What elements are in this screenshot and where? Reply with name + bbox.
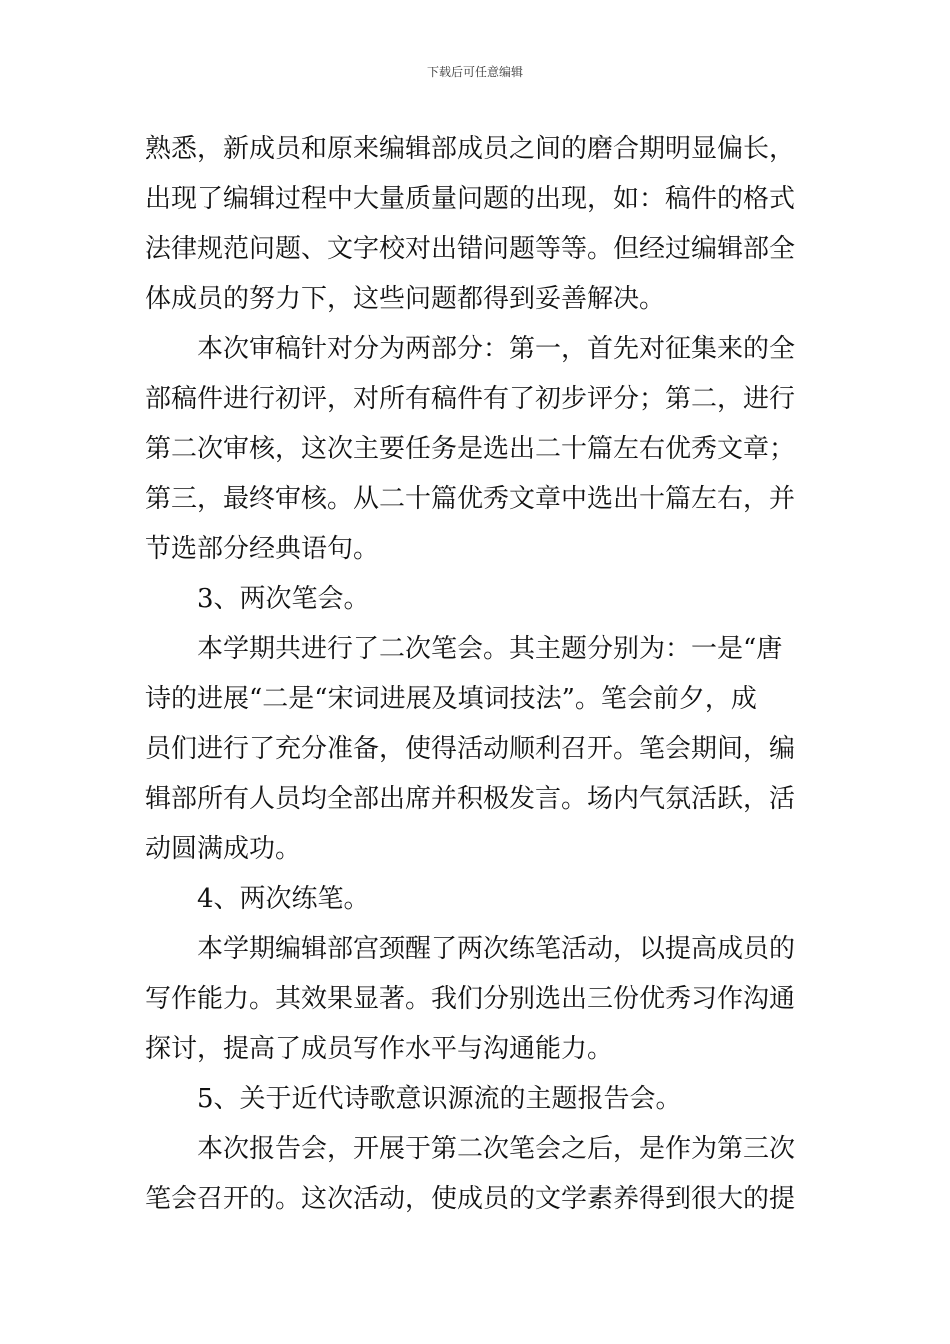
text-line: 探讨，提高了成员写作水平与沟通能力。: [145, 1034, 614, 1064]
text-line: 本学期共进行了二次笔会。其主题分别为：一是“唐: [197, 634, 783, 664]
text-line: 3、两次笔会。: [197, 584, 370, 614]
text-line: 笔会召开的。这次活动，使成员的文学素养得到很大的提: [145, 1184, 796, 1214]
text-line: 本次报告会，开展于第二次笔会之后，是作为第三次: [197, 1134, 796, 1164]
text-line: 动圆满成功。: [145, 834, 302, 864]
text-line: 第二次审核，这次主要任务是选出二十篇左右优秀文章；: [145, 434, 796, 464]
text-line: 出现了编辑过程中大量质量问题的出现，如：稿件的格式: [145, 184, 796, 214]
text-line: 5、关于近代诗歌意识源流的主题报告会。: [197, 1084, 682, 1114]
text-line: 本学期编辑部宫颈醒了两次练笔活动，以提高成员的: [197, 934, 796, 964]
text-line: 辑部所有人员均全部出席并积极发言。场内气氛活跃，活: [145, 784, 796, 814]
text-line: 诗的进展“二是“宋词进展及填词技法”。笔会前夕，成: [145, 684, 757, 714]
text-line: 部稿件进行初评，对所有稿件有了初步评分；第二，进行: [145, 384, 796, 414]
text-line: 员们进行了充分准备，使得活动顺利召开。笔会期间，编: [145, 734, 796, 764]
page-header-note: 下载后可任意编辑: [426, 65, 523, 79]
text-line: 本次审稿针对分为两部分：第一，首先对征集来的全: [197, 334, 796, 364]
document-body: [145, 124, 807, 1224]
text-line: 节选部分经典语句。: [145, 534, 380, 564]
text-line: 4、两次练笔。: [197, 884, 370, 914]
text-line: 第三，最终审核。从二十篇优秀文章中选出十篇左右，并: [145, 484, 796, 514]
text-line: 写作能力。其效果显著。我们分别选出三份优秀习作沟通: [145, 984, 796, 1014]
text-line: 熟悉，新成员和原来编辑部成员之间的磨合期明显偏长，: [145, 134, 796, 164]
text-line: 法律规范问题、文字校对出错问题等等。但经过编辑部全: [145, 234, 796, 264]
text-line: 体成员的努力下，这些问题都得到妥善解决。: [145, 284, 666, 314]
